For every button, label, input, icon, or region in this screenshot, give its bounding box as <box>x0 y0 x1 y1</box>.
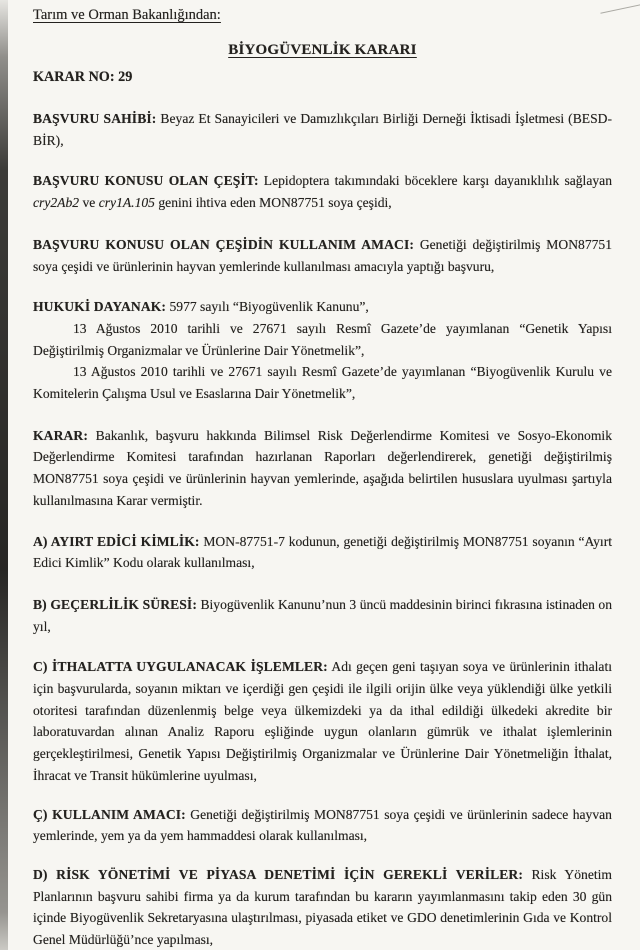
paragraph-item-a <box>33 531 612 574</box>
legal-basis-label: HUKUKİ DAYANAK: <box>33 299 167 315</box>
paragraph-item-c-cedilla <box>33 804 612 847</box>
paragraph-item-b <box>33 594 612 637</box>
applicant-body: Beyaz Et Sanayicileri ve Damızlıkçıları Birliği Derneği İktisadi İşletmesi (BESD-BİR), <box>33 111 612 148</box>
paragraph-legal-basis <box>33 296 612 318</box>
gene-name-cry1a105: cry1A.105 <box>98 195 155 211</box>
legal-basis-sub1: 13 Ağustos 2010 tarihli ve 27671 sayılı Resmî Gazete’de yayımlanan “Genetik Yapısı Değiştirilmiş Organizmalar ve Ürünlerine Dair Yönetmelik”, <box>33 320 612 358</box>
ministry-source-line <box>33 4 612 26</box>
item-c-body: Adı geçen geni taşıyan soya ve ürünlerinin ithalatı için başvurularda, soyanın miktarı ve içerdiği gen çeşidi ile ilgili orijin ülke veya yüklendiği ülke yetkili otoritesi tarafından düzenlenmiş belge veya ülkemizdeki ya da ithal edildiği ülkedeki akredite bir laboratuvardan alınan Analiz Raporu eşliğinde uygun olanların gümrük ve ithalat işlemlerinin gerçekleştirilmesi, Genetik Yapısı Değiştirilmiş Organizmalar ve Ürünlerine Dair Yönetmeliğin İthalat, İhracat ve Transit hükümlerine uyulması, <box>33 659 612 783</box>
item-a-label: A) AYIRT EDİCİ KİMLİK: <box>33 533 200 549</box>
legal-basis-sub2: 13 Ağustos 2010 tarihli ve 27671 sayılı Resmî Gazete’de yayımlanan “Biyogüvenlik Kurulu ve Komitelerin Çalışma Usul ve Esaslarına Dair Yönetmelik”, <box>33 364 612 402</box>
legal-basis-body: 5977 sayılı “Biyogüvenlik Kanunu”, <box>169 299 369 315</box>
item-c-cedilla-body: Genetiği değiştirilmiş MON87751 soya çeşidi ve ürünlerinin sadece hayvan yemlerinde, yem ya da yem hammaddesi olarak kullanılması, <box>33 806 612 844</box>
item-b-label: B) GEÇERLİLİK SÜRESİ: <box>33 596 197 612</box>
applicant-label: BAŞVURU SAHİBİ: <box>33 111 157 126</box>
ministry-source-text: Tarım ve Orman Bakanlığından: <box>33 7 221 23</box>
paragraph-applicant <box>33 108 612 151</box>
variety-body-after-genes: genini ihtiva eden MON87751 soya çeşidi, <box>158 195 392 211</box>
document-content <box>33 4 612 950</box>
variety-label: BAŞVURU KONUSU OLAN ÇEŞİT: <box>33 173 259 189</box>
decision-label: KARAR: <box>33 427 88 443</box>
decision-number: KARAR NO: 29 <box>33 69 133 85</box>
item-d-body: Risk Yönetim Planlarının başvuru sahibi firma ya da kurum tarafından bu kararın yayımlanmasını takip eden 30 gün içinde Biyogüvenlik Sekretaryasına ulaştırılması, piyasada etiket ve GDO denetimlerinin Gıda ve Kontrol Genel Müdürlüğü’nce yapılması, <box>33 866 612 948</box>
variety-purpose-body: Genetiği değiştirilmiş MON87751 soya çeşidi ve ürünlerinin hayvan yemlerinde kullanılması amacıyla yaptığı başvuru, <box>33 236 613 274</box>
item-c-label: C) İTHALATTA UYGULANACAK İŞLEMLER: <box>33 659 328 675</box>
paragraph-item-c <box>33 656 612 786</box>
item-d-label: D) RİSK YÖNETİMİ VE PİYASA DENETİMİ İÇİN GEREKLİ VERİLER: <box>33 866 523 882</box>
decision-body: Bakanlık, başvuru hakkında Bilimsel Risk Değerlendirme Komitesi ve Sosyo-Ekonomik Değerlendirme Komitesi tarafından hazırlanan Raporları değerlendirerek, genetiği değiştirilmiş MON87751 soya çeşidi ve ürünlerinin hayvan yemlerinde, aşağıda belirtilen hususlara uyulması şartıyla kullanılmasına Karar vermiştir. <box>33 427 612 508</box>
item-a-body: MON-87751-7 kodunun, genetiği değiştirilmiş MON87751 soyanın “Ayırt Edici Kimlik” Kodu olarak kullanılması, <box>33 533 612 571</box>
paragraph-item-d <box>33 864 612 950</box>
paragraph-variety-purpose <box>33 234 612 277</box>
variety-conjunction: ve <box>82 195 96 211</box>
gene-name-cry2ab2: cry2Ab2 <box>33 195 80 211</box>
scan-edge-artifact <box>0 0 8 950</box>
title-row <box>33 39 612 61</box>
document-title: BİYOGÜVENLİK KARARI <box>228 42 417 58</box>
item-b-body: Biyogüvenlik Kanunu’nun 3 üncü maddesinin birinci fıkrasına istinaden on yıl, <box>33 596 612 634</box>
variety-purpose-label: BAŞVURU KONUSU OLAN ÇEŞİDİN KULLANIM AMACI: <box>33 236 414 252</box>
variety-body-before-genes: Lepidoptera takımındaki böceklere karşı dayanıklılık sağlayan <box>263 173 612 189</box>
paragraph-variety <box>33 170 612 213</box>
paragraph-decision <box>33 425 612 512</box>
item-c-cedilla-label: Ç) KULLANIM AMACI: <box>33 806 186 822</box>
